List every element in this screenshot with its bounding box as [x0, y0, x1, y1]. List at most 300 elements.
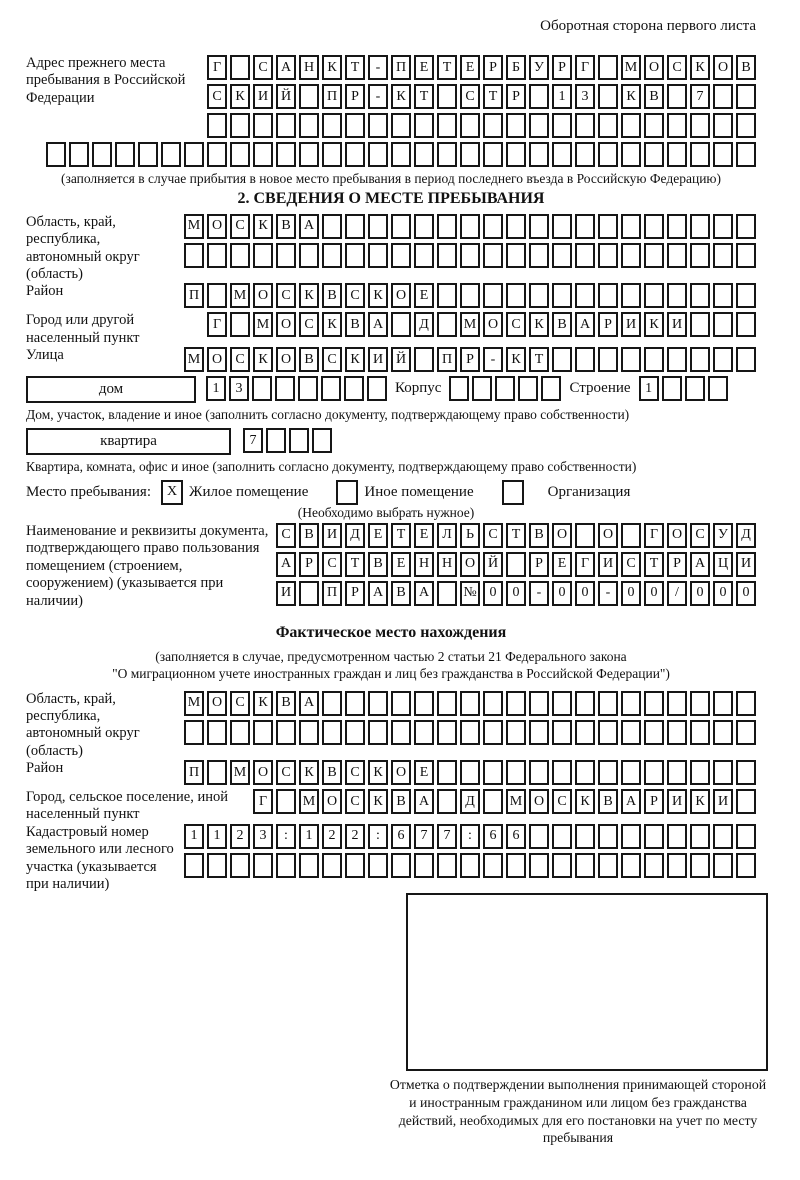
- char-cell[interactable]: [552, 142, 572, 167]
- char-cell[interactable]: О: [322, 789, 342, 814]
- char-cell[interactable]: [414, 853, 434, 878]
- char-cell[interactable]: В: [529, 523, 549, 548]
- char-cell[interactable]: [598, 760, 618, 785]
- apartment-type-box[interactable]: квартира: [26, 428, 231, 455]
- char-cell[interactable]: К: [299, 760, 319, 785]
- char-cell[interactable]: О: [713, 55, 733, 80]
- char-cell[interactable]: 0: [552, 581, 572, 606]
- char-cell[interactable]: И: [253, 84, 273, 109]
- stay-type-checkbox-residential[interactable]: X: [161, 480, 183, 505]
- char-cell[interactable]: [460, 720, 480, 745]
- char-cell[interactable]: С: [552, 789, 572, 814]
- char-cell[interactable]: В: [299, 347, 319, 372]
- char-cell[interactable]: [345, 853, 365, 878]
- char-cell[interactable]: Т: [345, 552, 365, 577]
- char-cell[interactable]: С: [667, 55, 687, 80]
- char-cell[interactable]: К: [690, 55, 710, 80]
- char-cell[interactable]: [690, 283, 710, 308]
- char-cell[interactable]: [621, 691, 641, 716]
- char-cell[interactable]: [667, 243, 687, 268]
- char-cell[interactable]: Т: [391, 523, 411, 548]
- char-cell[interactable]: Й: [276, 84, 296, 109]
- char-cell[interactable]: В: [322, 760, 342, 785]
- char-cell[interactable]: Т: [345, 55, 365, 80]
- char-cell[interactable]: И: [667, 789, 687, 814]
- char-cell[interactable]: С: [621, 552, 641, 577]
- char-cell[interactable]: [207, 720, 227, 745]
- char-cell[interactable]: [299, 581, 319, 606]
- char-cell[interactable]: [690, 243, 710, 268]
- char-cell[interactable]: О: [391, 760, 411, 785]
- char-cell[interactable]: М: [506, 789, 526, 814]
- char-cell[interactable]: [230, 113, 250, 138]
- char-cell[interactable]: А: [621, 789, 641, 814]
- char-cell[interactable]: К: [322, 55, 342, 80]
- char-cell[interactable]: [575, 523, 595, 548]
- char-cell[interactable]: [506, 243, 526, 268]
- char-cell[interactable]: [690, 347, 710, 372]
- char-cell[interactable]: [161, 142, 181, 167]
- char-cell[interactable]: [598, 853, 618, 878]
- char-cell[interactable]: [437, 142, 457, 167]
- char-cell[interactable]: [736, 214, 756, 239]
- char-cell[interactable]: П: [391, 55, 411, 80]
- char-cell[interactable]: [322, 214, 342, 239]
- char-cell[interactable]: [276, 142, 296, 167]
- char-cell[interactable]: [529, 853, 549, 878]
- char-cell[interactable]: И: [322, 523, 342, 548]
- char-cell[interactable]: [391, 312, 411, 337]
- char-cell[interactable]: [713, 691, 733, 716]
- char-cell[interactable]: Б: [506, 55, 526, 80]
- char-cell[interactable]: -: [368, 84, 388, 109]
- char-cell[interactable]: С: [276, 760, 296, 785]
- char-cell[interactable]: Г: [575, 55, 595, 80]
- char-cell[interactable]: [575, 113, 595, 138]
- char-cell[interactable]: [713, 142, 733, 167]
- char-cell[interactable]: М: [621, 55, 641, 80]
- char-cell[interactable]: [644, 243, 664, 268]
- char-cell[interactable]: [391, 243, 411, 268]
- char-cell[interactable]: [690, 113, 710, 138]
- char-cell[interactable]: [529, 720, 549, 745]
- char-cell[interactable]: [253, 243, 273, 268]
- char-cell[interactable]: [598, 347, 618, 372]
- char-cell[interactable]: Т: [414, 84, 434, 109]
- char-cell[interactable]: О: [552, 523, 572, 548]
- char-cell[interactable]: [713, 113, 733, 138]
- char-cell[interactable]: М: [184, 691, 204, 716]
- char-cell[interactable]: К: [253, 347, 273, 372]
- char-cell[interactable]: К: [529, 312, 549, 337]
- char-cell[interactable]: Р: [299, 552, 319, 577]
- char-cell[interactable]: [575, 760, 595, 785]
- char-cell[interactable]: Г: [253, 789, 273, 814]
- char-cell[interactable]: И: [736, 552, 756, 577]
- char-cell[interactable]: У: [529, 55, 549, 80]
- char-cell[interactable]: [184, 142, 204, 167]
- house-type-box[interactable]: дом: [26, 376, 196, 403]
- char-cell[interactable]: [437, 760, 457, 785]
- char-cell[interactable]: [736, 347, 756, 372]
- char-cell[interactable]: [414, 691, 434, 716]
- char-cell[interactable]: [541, 376, 561, 401]
- char-cell[interactable]: К: [253, 691, 273, 716]
- char-cell[interactable]: Р: [644, 789, 664, 814]
- char-cell[interactable]: [575, 824, 595, 849]
- char-cell[interactable]: М: [230, 760, 250, 785]
- char-cell[interactable]: [207, 853, 227, 878]
- char-cell[interactable]: [621, 283, 641, 308]
- char-cell[interactable]: Е: [368, 523, 388, 548]
- char-cell[interactable]: [552, 347, 572, 372]
- char-cell[interactable]: К: [368, 283, 388, 308]
- char-cell[interactable]: [391, 691, 411, 716]
- char-cell[interactable]: [299, 720, 319, 745]
- char-cell[interactable]: 6: [483, 824, 503, 849]
- char-cell[interactable]: [506, 142, 526, 167]
- char-cell[interactable]: [529, 142, 549, 167]
- char-cell[interactable]: [92, 142, 112, 167]
- char-cell[interactable]: Т: [644, 552, 664, 577]
- char-cell[interactable]: Д: [414, 312, 434, 337]
- char-cell[interactable]: [252, 376, 272, 401]
- char-cell[interactable]: С: [345, 760, 365, 785]
- char-cell[interactable]: Д: [345, 523, 365, 548]
- char-cell[interactable]: [483, 113, 503, 138]
- char-cell[interactable]: [345, 113, 365, 138]
- char-cell[interactable]: [483, 214, 503, 239]
- char-cell[interactable]: [460, 243, 480, 268]
- char-cell[interactable]: [414, 243, 434, 268]
- char-cell[interactable]: [460, 283, 480, 308]
- char-cell[interactable]: [667, 824, 687, 849]
- char-cell[interactable]: 0: [644, 581, 664, 606]
- char-cell[interactable]: [506, 691, 526, 716]
- char-cell[interactable]: В: [736, 55, 756, 80]
- char-cell[interactable]: 1: [206, 376, 226, 401]
- char-cell[interactable]: [69, 142, 89, 167]
- char-cell[interactable]: [368, 243, 388, 268]
- char-cell[interactable]: 0: [506, 581, 526, 606]
- char-cell[interactable]: К: [506, 347, 526, 372]
- char-cell[interactable]: [736, 113, 756, 138]
- char-cell[interactable]: С: [345, 789, 365, 814]
- char-cell[interactable]: [506, 283, 526, 308]
- char-cell[interactable]: К: [644, 312, 664, 337]
- char-cell[interactable]: Р: [552, 55, 572, 80]
- char-cell[interactable]: Й: [483, 552, 503, 577]
- char-cell[interactable]: Г: [207, 55, 227, 80]
- char-cell[interactable]: В: [391, 789, 411, 814]
- char-cell[interactable]: 7: [243, 428, 263, 453]
- char-cell[interactable]: [253, 853, 273, 878]
- char-cell[interactable]: [322, 853, 342, 878]
- char-cell[interactable]: [713, 243, 733, 268]
- char-cell[interactable]: 1: [552, 84, 572, 109]
- char-cell[interactable]: [391, 142, 411, 167]
- char-cell[interactable]: [253, 142, 273, 167]
- char-cell[interactable]: [667, 142, 687, 167]
- char-cell[interactable]: [322, 142, 342, 167]
- char-cell[interactable]: [598, 243, 618, 268]
- char-cell[interactable]: [552, 760, 572, 785]
- char-cell[interactable]: [690, 853, 710, 878]
- char-cell[interactable]: В: [276, 691, 296, 716]
- char-cell[interactable]: [207, 243, 227, 268]
- char-cell[interactable]: [575, 243, 595, 268]
- char-cell[interactable]: [289, 428, 309, 453]
- char-cell[interactable]: [529, 84, 549, 109]
- char-cell[interactable]: К: [230, 84, 250, 109]
- char-cell[interactable]: [529, 113, 549, 138]
- char-cell[interactable]: К: [299, 283, 319, 308]
- char-cell[interactable]: [598, 55, 618, 80]
- char-cell[interactable]: [299, 113, 319, 138]
- char-cell[interactable]: Р: [506, 84, 526, 109]
- char-cell[interactable]: О: [644, 55, 664, 80]
- char-cell[interactable]: [460, 142, 480, 167]
- char-cell[interactable]: [690, 760, 710, 785]
- char-cell[interactable]: [552, 243, 572, 268]
- char-cell[interactable]: [437, 691, 457, 716]
- char-cell[interactable]: [437, 283, 457, 308]
- char-cell[interactable]: Л: [437, 523, 457, 548]
- char-cell[interactable]: [322, 720, 342, 745]
- char-cell[interactable]: [621, 142, 641, 167]
- char-cell[interactable]: М: [299, 789, 319, 814]
- char-cell[interactable]: 0: [713, 581, 733, 606]
- char-cell[interactable]: [391, 214, 411, 239]
- char-cell[interactable]: С: [207, 84, 227, 109]
- char-cell[interactable]: [644, 760, 664, 785]
- char-cell[interactable]: [115, 142, 135, 167]
- char-cell[interactable]: [299, 142, 319, 167]
- char-cell[interactable]: [552, 853, 572, 878]
- char-cell[interactable]: В: [345, 312, 365, 337]
- char-cell[interactable]: [644, 720, 664, 745]
- char-cell[interactable]: [598, 214, 618, 239]
- char-cell[interactable]: [345, 243, 365, 268]
- char-cell[interactable]: [713, 853, 733, 878]
- char-cell[interactable]: [667, 853, 687, 878]
- char-cell[interactable]: Е: [414, 523, 434, 548]
- char-cell[interactable]: В: [276, 214, 296, 239]
- char-cell[interactable]: И: [621, 312, 641, 337]
- char-cell[interactable]: [621, 760, 641, 785]
- char-cell[interactable]: [437, 853, 457, 878]
- char-cell[interactable]: [644, 283, 664, 308]
- char-cell[interactable]: [713, 84, 733, 109]
- char-cell[interactable]: [483, 760, 503, 785]
- char-cell[interactable]: [736, 691, 756, 716]
- char-cell[interactable]: О: [483, 312, 503, 337]
- char-cell[interactable]: Ь: [460, 523, 480, 548]
- stay-type-checkbox-organization[interactable]: [502, 480, 524, 505]
- char-cell[interactable]: [575, 142, 595, 167]
- char-cell[interactable]: 3: [575, 84, 595, 109]
- char-cell[interactable]: А: [368, 312, 388, 337]
- char-cell[interactable]: А: [276, 55, 296, 80]
- char-cell[interactable]: 6: [391, 824, 411, 849]
- char-cell[interactable]: [483, 142, 503, 167]
- char-cell[interactable]: [575, 283, 595, 308]
- char-cell[interactable]: С: [276, 283, 296, 308]
- char-cell[interactable]: И: [368, 347, 388, 372]
- char-cell[interactable]: [552, 283, 572, 308]
- char-cell[interactable]: [598, 283, 618, 308]
- char-cell[interactable]: [621, 720, 641, 745]
- char-cell[interactable]: С: [230, 214, 250, 239]
- char-cell[interactable]: [529, 214, 549, 239]
- char-cell[interactable]: 7: [414, 824, 434, 849]
- char-cell[interactable]: 0: [483, 581, 503, 606]
- char-cell[interactable]: [736, 760, 756, 785]
- char-cell[interactable]: :: [368, 824, 388, 849]
- char-cell[interactable]: В: [644, 84, 664, 109]
- char-cell[interactable]: /: [667, 581, 687, 606]
- char-cell[interactable]: [575, 853, 595, 878]
- char-cell[interactable]: 0: [690, 581, 710, 606]
- char-cell[interactable]: [506, 720, 526, 745]
- char-cell[interactable]: [552, 720, 572, 745]
- char-cell[interactable]: [276, 720, 296, 745]
- char-cell[interactable]: [644, 853, 664, 878]
- char-cell[interactable]: 0: [621, 581, 641, 606]
- char-cell[interactable]: :: [276, 824, 296, 849]
- char-cell[interactable]: [667, 760, 687, 785]
- char-cell[interactable]: [483, 720, 503, 745]
- char-cell[interactable]: [345, 720, 365, 745]
- char-cell[interactable]: [253, 113, 273, 138]
- char-cell[interactable]: [391, 720, 411, 745]
- char-cell[interactable]: П: [184, 283, 204, 308]
- char-cell[interactable]: Е: [460, 55, 480, 80]
- char-cell[interactable]: [138, 142, 158, 167]
- char-cell[interactable]: К: [368, 789, 388, 814]
- char-cell[interactable]: [552, 113, 572, 138]
- char-cell[interactable]: [621, 243, 641, 268]
- char-cell[interactable]: Г: [644, 523, 664, 548]
- char-cell[interactable]: Г: [575, 552, 595, 577]
- char-cell[interactable]: С: [322, 552, 342, 577]
- char-cell[interactable]: К: [345, 347, 365, 372]
- char-cell[interactable]: О: [207, 214, 227, 239]
- char-cell[interactable]: [276, 789, 296, 814]
- char-cell[interactable]: С: [345, 283, 365, 308]
- char-cell[interactable]: [506, 214, 526, 239]
- char-cell[interactable]: Н: [414, 552, 434, 577]
- char-cell[interactable]: [506, 552, 526, 577]
- char-cell[interactable]: 1: [639, 376, 659, 401]
- char-cell[interactable]: [207, 760, 227, 785]
- char-cell[interactable]: [322, 691, 342, 716]
- char-cell[interactable]: [230, 142, 250, 167]
- char-cell[interactable]: [598, 720, 618, 745]
- char-cell[interactable]: [414, 720, 434, 745]
- char-cell[interactable]: И: [667, 312, 687, 337]
- char-cell[interactable]: [345, 214, 365, 239]
- char-cell[interactable]: [667, 347, 687, 372]
- char-cell[interactable]: [736, 789, 756, 814]
- char-cell[interactable]: Р: [345, 581, 365, 606]
- char-cell[interactable]: О: [460, 552, 480, 577]
- char-cell[interactable]: [690, 824, 710, 849]
- char-cell[interactable]: В: [391, 581, 411, 606]
- char-cell[interactable]: [299, 243, 319, 268]
- char-cell[interactable]: [621, 214, 641, 239]
- char-cell[interactable]: [230, 720, 250, 745]
- char-cell[interactable]: С: [299, 312, 319, 337]
- char-cell[interactable]: [345, 142, 365, 167]
- char-cell[interactable]: 2: [345, 824, 365, 849]
- char-cell[interactable]: [207, 142, 227, 167]
- char-cell[interactable]: И: [598, 552, 618, 577]
- char-cell[interactable]: 7: [690, 84, 710, 109]
- char-cell[interactable]: [368, 720, 388, 745]
- char-cell[interactable]: 0: [736, 581, 756, 606]
- char-cell[interactable]: [344, 376, 364, 401]
- char-cell[interactable]: [621, 853, 641, 878]
- char-cell[interactable]: [276, 853, 296, 878]
- char-cell[interactable]: 3: [229, 376, 249, 401]
- char-cell[interactable]: А: [299, 691, 319, 716]
- char-cell[interactable]: [230, 853, 250, 878]
- char-cell[interactable]: [713, 824, 733, 849]
- char-cell[interactable]: К: [322, 312, 342, 337]
- char-cell[interactable]: Р: [460, 347, 480, 372]
- char-cell[interactable]: 7: [437, 824, 457, 849]
- char-cell[interactable]: [552, 691, 572, 716]
- char-cell[interactable]: Н: [299, 55, 319, 80]
- char-cell[interactable]: [575, 214, 595, 239]
- char-cell[interactable]: М: [460, 312, 480, 337]
- char-cell[interactable]: -: [529, 581, 549, 606]
- char-cell[interactable]: В: [598, 789, 618, 814]
- char-cell[interactable]: 1: [184, 824, 204, 849]
- char-cell[interactable]: [713, 214, 733, 239]
- char-cell[interactable]: [299, 853, 319, 878]
- char-cell[interactable]: [437, 789, 457, 814]
- char-cell[interactable]: Р: [529, 552, 549, 577]
- char-cell[interactable]: Е: [414, 760, 434, 785]
- char-cell[interactable]: [529, 824, 549, 849]
- char-cell[interactable]: П: [322, 581, 342, 606]
- char-cell[interactable]: [368, 853, 388, 878]
- char-cell[interactable]: С: [253, 55, 273, 80]
- char-cell[interactable]: Д: [460, 789, 480, 814]
- char-cell[interactable]: [667, 113, 687, 138]
- char-cell[interactable]: -: [368, 55, 388, 80]
- char-cell[interactable]: [506, 113, 526, 138]
- char-cell[interactable]: [460, 214, 480, 239]
- char-cell[interactable]: 2: [322, 824, 342, 849]
- char-cell[interactable]: [690, 214, 710, 239]
- char-cell[interactable]: О: [667, 523, 687, 548]
- char-cell[interactable]: С: [506, 312, 526, 337]
- char-cell[interactable]: [621, 113, 641, 138]
- char-cell[interactable]: 1: [207, 824, 227, 849]
- char-cell[interactable]: О: [207, 347, 227, 372]
- char-cell[interactable]: Т: [483, 84, 503, 109]
- char-cell[interactable]: [736, 283, 756, 308]
- char-cell[interactable]: К: [575, 789, 595, 814]
- char-cell[interactable]: [495, 376, 515, 401]
- char-cell[interactable]: [368, 142, 388, 167]
- char-cell[interactable]: 3: [253, 824, 273, 849]
- char-cell[interactable]: Ц: [713, 552, 733, 577]
- char-cell[interactable]: [736, 142, 756, 167]
